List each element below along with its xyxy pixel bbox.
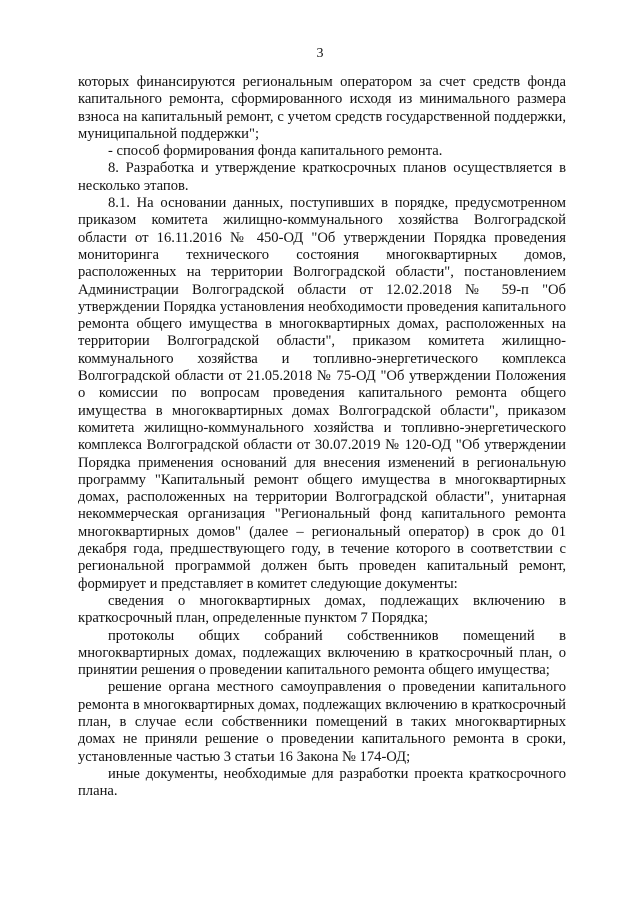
paragraph-list-item-protocols: протоколы общих собраний собственников помещений в многоквартирных домах, подлежащих включению в краткосрочный план, о принятии решения о проведении капитального ремонта общего имущества;	[78, 627, 566, 679]
paragraph-fund-formation-method: - способ формирования фонда капитального ремонта.	[108, 143, 443, 160]
page-number: 3	[316, 46, 324, 61]
paragraph-item-8: 8. Разработка и утверждение краткосрочных планов осуществляется в несколько этапов.	[78, 160, 566, 194]
paragraph-item-8-1: 8.1. На основании данных, поступивших в порядке, предусмотренном приказом комитета жилищно-коммунального хозяйства Волгоградской области от 16.11.2016 № 450-ОД "Об утверждении Порядка проведения мониторинга технического состояния многоквартирных домов, расположенных на территории Волгоградской области", постановлением Администрации Волгоградской области от 12.02.2018 № 59-п "Об утверждении Порядка установления необходимости проведения капитального ремонта общего имущества в многоквартирных домах, расположенных на территории Волгоградской области", приказом комитета жилищно-коммунального хозяйства и топливно-энергетического комплекса Волгоградской области от 21.05.2018 № 75-ОД "Об утверждении Положения о комиссии по вопросам проведения капитального ремонта общего имущества в многоквартирных домах Волгоградской области", приказом комитета жилищно-коммунального хозяйства и топливно-энергетического комплекса Волгоградской области от 30.07.2019 № 120-ОД "Об утверждении Порядка применения оснований для внесения изменений в региональную программу "Капитальный ремонт общего имущества в многоквартирных домах, расположенных на территории Волгоградской области", унитарная некоммерческая организация "Региональный фонд капитального ремонта многоквартирных домов" (далее – региональный оператор) в срок до 01 декабря года, предшествующего году, в течение которого в соответствии с региональной программой должен быть проведен капитальный ремонт, формирует и представляет в комитет следующие документы:	[78, 195, 566, 592]
paragraph-list-item-local-decision: решение органа местного самоуправления о проведении капитального ремонта в многоквартирных домах, подлежащих включению в краткосрочный план, в случае если собственники помещений в таких многоквартирных домах не приняли решение о проведении капитального ремонта в сроки, установленные частью 3 статьи 16 Закона № 174-ОД;	[78, 679, 566, 765]
paragraph-list-item-other-documents: иные документы, необходимые для разработки проекта краткосрочного плана.	[78, 765, 566, 800]
document-body	[78, 74, 566, 800]
paragraph-list-item-info: сведения о многоквартирных домах, подлежащих включению в краткосрочный план, определенные пунктом 7 Порядка;	[78, 592, 566, 627]
paragraph-continuation: которых финансируются региональным оператором за счет средств фонда капитального ремонта, сформированного исходя из минимального размера взноса на капитальный ремонт, с учетом средств государственной поддержки, муниципальной поддержки";	[78, 74, 566, 142]
